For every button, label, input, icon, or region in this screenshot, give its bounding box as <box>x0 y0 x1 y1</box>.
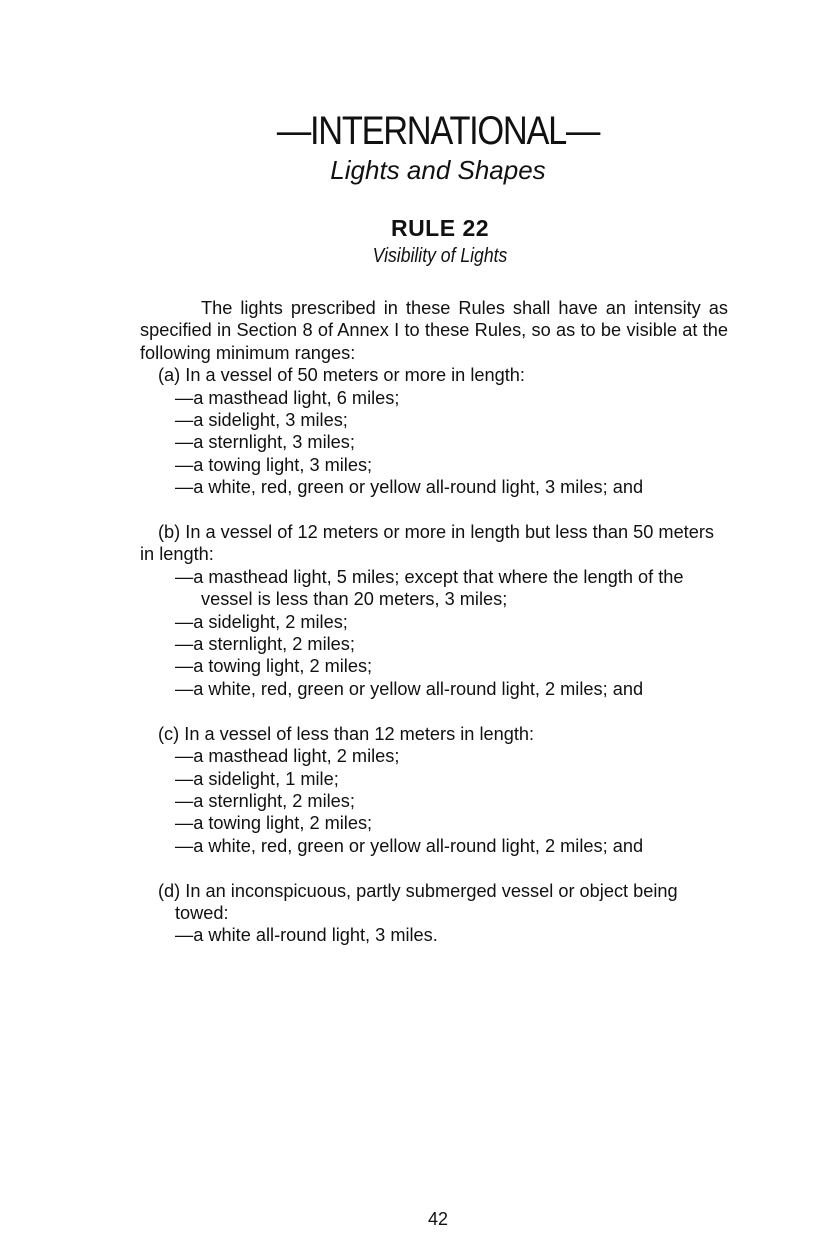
page-number: 42 <box>427 1209 449 1229</box>
section-b-item: —a white, red, green or yellow all-round light, 2 miles; and <box>175 678 644 699</box>
section-a-item: —a masthead light, 6 miles; <box>175 387 400 408</box>
rule-subtitle: Visibility of Lights <box>372 245 508 267</box>
section-a-item: —a towing light, 3 miles; <box>175 454 373 475</box>
spacer <box>140 857 728 879</box>
section-a-item: —a white, red, green or yellow all-round light, 3 miles; and <box>175 477 644 498</box>
section-d-item: —a white all-round light, 3 miles. <box>175 925 438 946</box>
section-a-lead: (a) In a vessel of 50 meters or more in length: <box>158 365 525 386</box>
section-d-lead: (d) In an inconspicuous, partly submerged vessel or object being towed: <box>158 880 678 923</box>
section-b-item: —a masthead light, 5 miles; except that where the length of the vessel is less than 20 meters, 3 miles; <box>175 566 684 610</box>
spacer <box>140 499 728 521</box>
section-c-item: —a towing light, 2 miles; <box>175 813 373 834</box>
section-subtitle: Lights and Shapes <box>330 155 546 185</box>
section-a-item: —a sternlight, 3 miles; <box>175 432 355 453</box>
section-a-item: —a sidelight, 3 miles; <box>175 410 348 431</box>
section-c-lead: (c) In a vessel of less than 12 meters in length: <box>158 723 535 744</box>
section-c-item: —a sternlight, 2 miles; <box>175 790 355 811</box>
rule-title: RULE 22 <box>390 215 490 241</box>
section-c-item: —a masthead light, 2 miles; <box>175 746 400 767</box>
section-b-lead: (b) In a vessel of 12 meters or more in length but less than 50 meters in length: <box>140 522 714 565</box>
rule-body <box>140 297 728 947</box>
section-b-item: —a towing light, 2 miles; <box>175 656 373 677</box>
intro-paragraph: The lights prescribed in these Rules shall have an intensity as specified in Section 8 of Annex I to these Rules, so as to be visible at the following minimum ranges: <box>140 298 728 363</box>
section-c-item: —a sidelight, 1 mile; <box>175 768 339 789</box>
section-c-item: —a white, red, green or yellow all-round light, 2 miles; and <box>175 835 644 856</box>
section-b-item: —a sternlight, 2 miles; <box>175 634 355 655</box>
section-title: —INTERNATIONAL— <box>276 109 600 153</box>
section-b-item: —a sidelight, 2 miles; <box>175 611 348 632</box>
spacer <box>140 700 728 722</box>
